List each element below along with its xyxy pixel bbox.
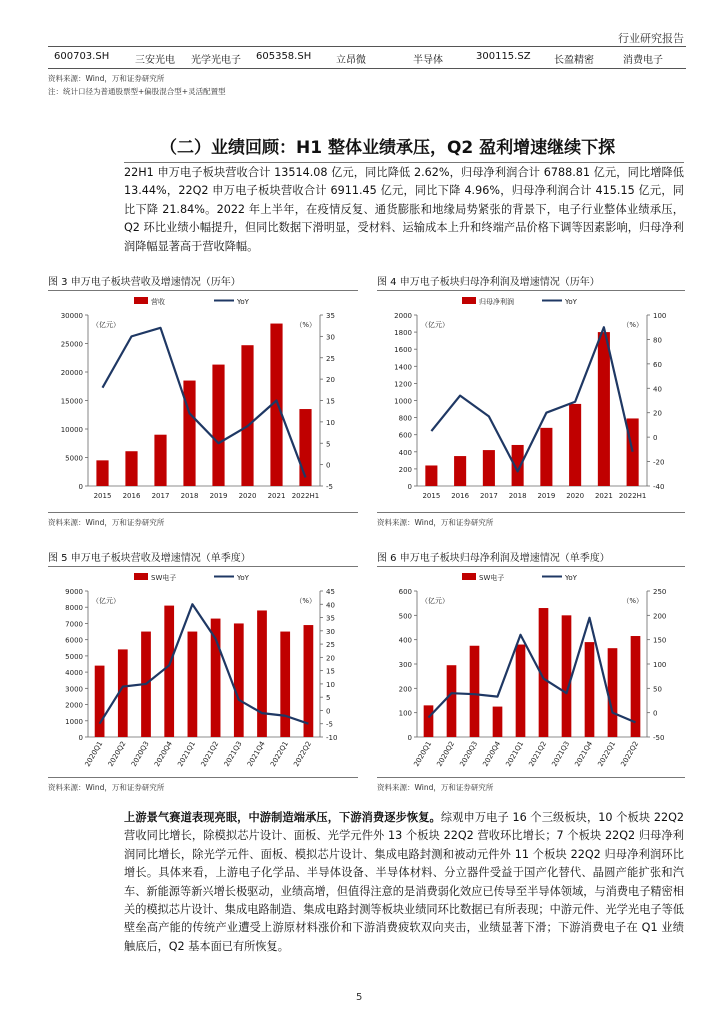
right-tick-label: 250: [653, 588, 667, 596]
right-tick-label: 40: [326, 601, 335, 610]
right-unit-label: （%）: [622, 597, 643, 605]
left-tick-label: 5000: [65, 652, 83, 661]
stock-cell: 消费电子: [623, 55, 663, 66]
yoy-line: [429, 618, 636, 723]
right-tick-label: -40: [653, 483, 665, 491]
legend-bar-label: SW电子: [151, 574, 177, 582]
body-paragraph-1: 22H1 申万电子板块营收合计 13514.08 亿元，同比降低 2.62%，归母净利润合计 6788.81 亿元，同比增降低 13.44%，22Q2 申万电子板块营收合计 6911.45 亿元，同比下降 4.96%，归母净利润合计 415.15 亿元，同比下降 21.84%。2022 年上半年，在疫情反复、通货膨胀和地缘局势紧张的背景下，电子行业整体业绩承压，Q2 环比业绩小幅提升，但同比数据下滑明显，受材料、运输成本上升和终端产品价格下调等因素影响，归母净利润降幅显著高于营收降幅。: [124, 166, 684, 253]
left-tick-label: 0: [407, 734, 412, 742]
left-tick-label: 400: [398, 448, 412, 457]
stock-cell: 半导体: [413, 55, 443, 66]
left-tick-label: 30000: [60, 312, 83, 320]
right-tick-label: 0: [326, 707, 331, 716]
left-tick-label: 3000: [65, 685, 83, 694]
paragraph-body: 综观申万电子 16 个三级板块，10 个板块 22Q2 营收同比增长，除模拟芯片设计、面板、光学元件外 13 个板块 22Q2 营收环比增长；7 个板块 22Q2 归母净利润同比增长，除光学元件、面板、模拟芯片设计、集成电路封测和被动元件外 11 个板块 22Q2 归母净利润环比增长。具体来看，上游电子化学品、半导体设备、半导体材料、分立器件受益于国产化替代、晶圆产能扩张和汽车、新能源等新兴增长极驱动，业绩高增，但值得注意的是消费弱化效应已传导至半导体领域，与消费电子精密相关的模拟芯片设计、集成电路制造、集成电路封测等板块业绩同环比数据已有所表现；中游元件、光学光电子等低壁垒高产能的传统产业遭受上游原材料涨价和下游消费疲软双向夹击，业绩显著下滑；下游消费电子在 Q1 业绩触底后，Q2 基本面已有所恢复。: [124, 811, 684, 953]
bar: [447, 665, 457, 737]
x-tick-label: 2020: [566, 492, 585, 500]
right-tick-label: -20: [653, 458, 665, 467]
x-tick-label: 2016: [122, 492, 141, 500]
right-tick-label: 60: [653, 360, 662, 369]
right-tick-label: 45: [326, 588, 335, 596]
right-tick-label: 35: [326, 614, 335, 623]
bar: [627, 418, 639, 486]
right-tick-label: 20: [326, 654, 335, 663]
left-tick-label: 100: [398, 709, 412, 718]
right-unit-label: （%）: [295, 321, 316, 329]
x-tick-label: 2020Q4: [481, 740, 503, 769]
x-tick-label: 2021Q4: [573, 740, 595, 769]
bar: [470, 646, 480, 737]
left-tick-label: 25000: [60, 340, 83, 349]
right-tick-label: 10: [326, 418, 335, 427]
figure-6-source-rule: [377, 777, 685, 778]
legend-bar-swatch: [134, 573, 148, 580]
left-tick-label: 1000: [65, 717, 83, 726]
x-tick-label: 2020Q1: [83, 740, 105, 769]
bar: [125, 451, 137, 486]
right-tick-label: 15: [326, 397, 335, 406]
figure-5-caption-rule: [48, 566, 358, 567]
x-tick-label: 2016: [451, 492, 470, 500]
legend-line-label: YoY: [565, 574, 577, 582]
bar: [257, 610, 267, 737]
stock-cell: 立昂微: [336, 55, 366, 66]
right-tick-label: 5: [326, 440, 331, 449]
section-title-rule: [124, 162, 684, 163]
x-tick-label: 2019: [537, 492, 556, 500]
bar: [96, 460, 108, 486]
left-tick-label: 0: [407, 483, 412, 491]
x-tick-label: 2021Q4: [245, 740, 267, 769]
bar: [540, 428, 552, 486]
x-tick-label: 2019: [209, 492, 228, 500]
left-tick-label: 500: [398, 612, 412, 621]
right-tick-label: 35: [326, 312, 335, 320]
right-tick-label: -5: [326, 720, 333, 729]
left-tick-label: 400: [398, 636, 412, 645]
x-tick-label: 2022Q2: [619, 740, 641, 769]
left-tick-label: 1600: [394, 346, 412, 355]
right-tick-label: 5: [326, 694, 331, 703]
figure-6-source: 资料来源：Wind，万和证券研究所: [377, 783, 494, 792]
left-tick-label: 600: [398, 431, 412, 440]
figure-3-caption: 图 3 申万电子板块营收及增速情况（历年）: [48, 277, 241, 288]
x-tick-label: 2022H1: [291, 492, 320, 500]
paragraph-lead: 上游景气赛道表现亮眼，中游制造端承压，下游消费逐步恢复。: [124, 811, 441, 824]
right-tick-label: -5: [326, 483, 333, 491]
right-tick-label: 20: [326, 376, 335, 385]
left-tick-label: 5000: [65, 454, 83, 463]
bar: [183, 381, 195, 486]
figure-6-caption: 图 6 申万电子板块归母净利润及增速情况（单季度）: [377, 553, 610, 564]
table-source: 资料来源：Wind，万和证券研究所: [48, 74, 165, 83]
x-tick-label: 2022Q1: [269, 740, 290, 769]
figure-4-caption-rule: [377, 290, 685, 291]
x-tick-label: 2020Q1: [412, 740, 434, 769]
bar: [234, 623, 244, 737]
left-unit-label: （亿元）: [421, 321, 449, 329]
x-tick-label: 2022Q1: [596, 740, 618, 769]
left-tick-label: 1400: [394, 363, 412, 372]
bar: [608, 648, 618, 737]
bar: [425, 465, 437, 486]
legend-bar-swatch: [134, 297, 148, 304]
left-tick-label: 10000: [60, 426, 83, 434]
left-tick-label: 6000: [65, 636, 83, 645]
x-tick-label: 2022H1: [618, 492, 647, 500]
figure-4-svg: [377, 293, 687, 508]
bar: [454, 456, 466, 486]
right-tick-label: 0: [653, 709, 658, 718]
figure-5-chart: [48, 569, 360, 775]
yoy-line: [100, 604, 309, 723]
stock-cell: 三安光电: [135, 55, 175, 66]
bar: [164, 606, 174, 737]
bar: [241, 345, 253, 486]
x-tick-label: 2017: [479, 492, 498, 500]
bar: [585, 642, 595, 737]
left-tick-label: 2000: [394, 312, 412, 320]
x-tick-label: 2021Q2: [199, 740, 221, 769]
legend-bar-swatch: [462, 573, 476, 580]
figure-4-caption: 图 4 申万电子板块归母净利润及增速情况（历年）: [377, 277, 600, 288]
bar: [483, 450, 495, 486]
figure-6-svg: [377, 569, 687, 775]
right-tick-label: -50: [653, 734, 665, 742]
left-tick-label: 2000: [65, 701, 83, 710]
right-tick-label: 0: [653, 434, 658, 443]
legend-bar-label: 归母净利润: [479, 298, 514, 306]
left-tick-label: 8000: [65, 604, 83, 613]
bar: [516, 645, 526, 737]
figure-4-source-rule: [377, 512, 685, 513]
header-divider: [48, 46, 686, 47]
left-tick-label: 9000: [65, 588, 83, 596]
body-paragraph-2: [124, 809, 684, 956]
left-tick-label: 300: [398, 661, 412, 669]
figure-5-source: 资料来源：Wind，万和证券研究所: [48, 783, 165, 792]
bar: [569, 404, 581, 486]
x-tick-label: 2020Q2: [435, 740, 457, 769]
legend-line-label: YoY: [565, 298, 577, 306]
figure-3-source-rule: [48, 512, 358, 513]
figure-3-caption-rule: [48, 290, 358, 291]
left-tick-label: 20000: [60, 369, 83, 377]
stock-cell: 光学光电子: [191, 55, 241, 66]
x-tick-label: 2020Q2: [106, 740, 128, 769]
bar: [154, 435, 166, 486]
x-tick-label: 2021: [267, 492, 286, 500]
bar: [424, 705, 434, 737]
right-tick-label: 80: [653, 336, 662, 345]
x-tick-label: 2020Q3: [129, 740, 151, 769]
right-tick-label: 100: [653, 312, 667, 320]
x-tick-label: 2021Q1: [176, 740, 198, 769]
stock-cell: 300115.SZ: [476, 51, 531, 62]
figure-4-source: 资料来源：Wind，万和证券研究所: [377, 518, 494, 527]
figure-5-caption: 图 5 申万电子板块营收及增速情况（单季度）: [48, 553, 251, 564]
legend-line-label: YoY: [237, 574, 249, 582]
left-tick-label: 0: [78, 734, 83, 742]
figure-4-chart: [377, 293, 687, 508]
right-tick-label: 15: [326, 667, 335, 676]
bar: [493, 707, 503, 737]
right-tick-label: 10: [326, 680, 335, 689]
bar: [304, 625, 314, 737]
legend-line-label: YoY: [237, 298, 249, 306]
section-title: （二）业绩回顾：H1 整体业绩承压，Q2 盈利增速继续下探: [160, 138, 616, 158]
left-tick-label: 200: [398, 685, 412, 694]
x-tick-label: 2015: [93, 492, 112, 500]
right-tick-label: -10: [326, 734, 338, 742]
x-tick-label: 2022Q2: [292, 740, 314, 769]
left-unit-label: （亿元）: [421, 597, 449, 605]
left-tick-label: 800: [398, 414, 412, 423]
page-number: 5: [356, 992, 363, 1003]
right-tick-label: 30: [326, 627, 335, 636]
bar: [188, 632, 198, 737]
left-tick-label: 4000: [65, 669, 83, 678]
table-bottom-rule: [48, 68, 686, 69]
bar: [95, 666, 105, 737]
x-tick-label: 2017: [151, 492, 170, 500]
stock-cell: 605358.SH: [256, 51, 312, 62]
x-tick-label: 2018: [508, 492, 527, 500]
bar: [562, 615, 572, 737]
left-tick-label: 15000: [60, 397, 83, 406]
bar: [211, 619, 221, 737]
x-tick-label: 2018: [180, 492, 199, 500]
figure-6-caption-rule: [377, 566, 685, 567]
x-tick-label: 2021Q3: [550, 740, 572, 769]
figure-3-source: 资料来源：Wind，万和证券研究所: [48, 518, 165, 527]
bar: [598, 332, 610, 486]
left-tick-label: 1200: [394, 380, 412, 389]
right-tick-label: 20: [653, 409, 662, 418]
right-tick-label: 30: [326, 333, 335, 342]
right-tick-label: 200: [653, 612, 667, 621]
figure-6-chart: [377, 569, 687, 775]
x-tick-label: 2020Q3: [458, 740, 480, 769]
report-type-label: 行业研究报告: [618, 32, 684, 45]
right-tick-label: 150: [653, 636, 667, 645]
right-tick-label: 25: [326, 641, 335, 650]
figure-3-svg: [48, 293, 360, 508]
right-tick-label: 100: [653, 661, 667, 669]
right-tick-label: 50: [653, 685, 662, 694]
stock-cell: 600703.SH: [54, 51, 110, 62]
left-tick-label: 7000: [65, 620, 83, 629]
x-tick-label: 2021Q1: [504, 740, 526, 769]
bar: [212, 365, 224, 486]
x-tick-label: 2021Q3: [222, 740, 244, 769]
legend-bar-swatch: [462, 297, 476, 304]
figure-3-chart: [48, 293, 360, 508]
left-tick-label: 1800: [394, 329, 412, 338]
right-tick-label: 0: [326, 461, 331, 470]
right-unit-label: （%）: [622, 321, 643, 329]
figure-5-svg: [48, 569, 360, 775]
bar: [280, 632, 290, 737]
left-tick-label: 200: [398, 465, 412, 474]
x-tick-label: 2021Q2: [527, 740, 549, 769]
x-tick-label: 2021: [594, 492, 613, 500]
legend-bar-label: SW电子: [479, 574, 505, 582]
left-tick-label: 1000: [394, 397, 412, 406]
left-unit-label: （亿元）: [92, 321, 120, 329]
right-tick-label: 25: [326, 354, 335, 363]
table-note: 注：统计口径为普通股票型+偏股混合型+灵活配置型: [48, 87, 226, 96]
right-unit-label: （%）: [295, 597, 316, 605]
x-tick-label: 2015: [422, 492, 441, 500]
stock-cell: 长盈精密: [554, 55, 594, 66]
x-tick-label: 2020Q4: [153, 740, 174, 769]
stock-table-row: [48, 51, 686, 69]
left-unit-label: （亿元）: [92, 597, 120, 605]
legend-bar-label: 营收: [151, 298, 165, 306]
x-tick-label: 2020: [238, 492, 257, 500]
right-tick-label: 40: [653, 385, 662, 394]
left-tick-label: 0: [78, 483, 83, 491]
left-tick-label: 600: [398, 588, 412, 596]
figure-5-source-rule: [48, 777, 358, 778]
